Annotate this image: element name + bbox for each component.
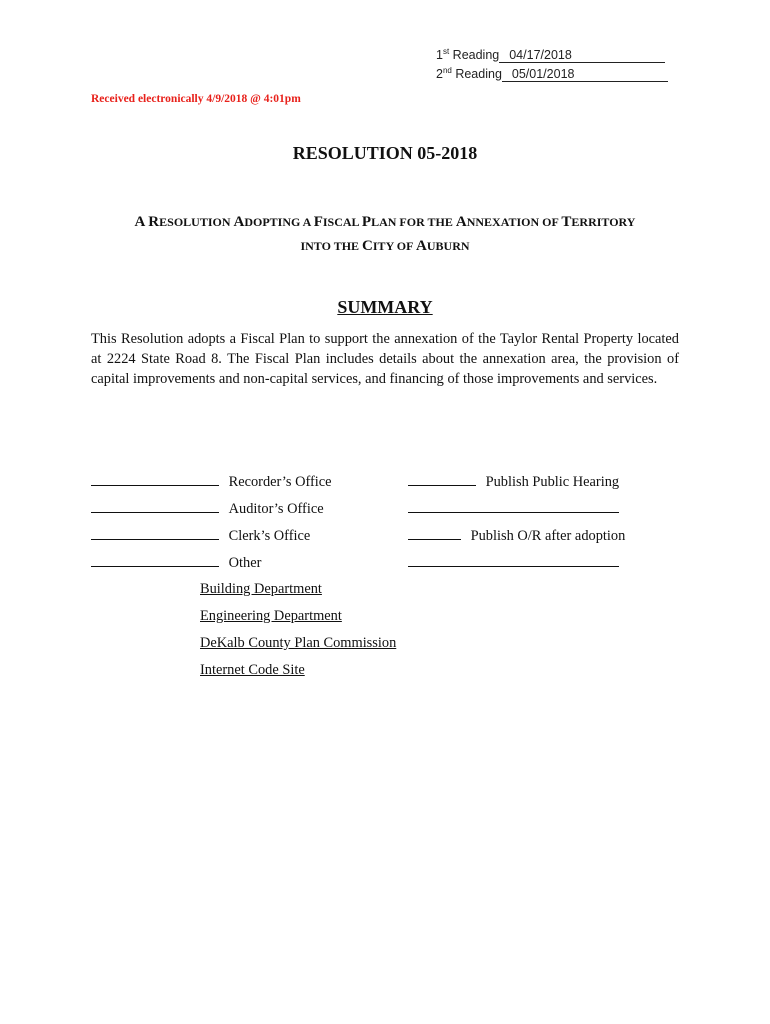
resolution-subtitle <box>60 210 710 258</box>
first-reading-ordinal: 1 <box>436 48 443 62</box>
subtitle-small-caps: NNEXATION OF <box>466 215 562 229</box>
blank-line <box>91 500 219 513</box>
distribution-row-clerk <box>91 527 310 545</box>
subtitle-small-caps: UBURN <box>426 239 470 253</box>
publish-or-label: Publish O/R after adoption <box>470 528 626 544</box>
summary-heading: SUMMARY <box>337 297 433 317</box>
subtitle-initial: T <box>561 214 572 230</box>
subtitle-initial: R <box>148 214 160 230</box>
subtitle-initial: A <box>134 214 149 230</box>
auditors-office-label: Auditor’s Office <box>228 501 324 517</box>
subtitle-initial: C <box>362 238 373 254</box>
subtitle-small-caps: ITY OF <box>372 239 417 253</box>
distribution-row-blank-1 <box>408 500 619 518</box>
blank-line <box>408 554 619 567</box>
distribution-row-blank-2 <box>408 554 619 572</box>
first-reading-label: Reading <box>449 48 500 62</box>
second-reading-suffix: nd <box>442 66 452 75</box>
subtitle-initial: A <box>233 214 245 230</box>
other-label: Other <box>228 555 262 571</box>
recipient-internet-code-site: Internet Code Site <box>200 662 305 678</box>
subtitle-small-caps: ESOLUTION <box>159 215 234 229</box>
second-reading <box>436 65 668 84</box>
distribution-row-other <box>91 554 261 572</box>
subtitle-small-caps: LAN FOR THE <box>371 215 456 229</box>
distribution-row-publish-hearing <box>408 473 619 491</box>
first-reading <box>436 46 668 65</box>
distribution-row-publish-or <box>408 527 625 545</box>
second-reading-ordinal: 2 <box>436 67 443 81</box>
subtitle-small-caps: INTO THE <box>300 239 363 253</box>
recipient-building-department: Building Department <box>200 581 322 597</box>
subtitle-line-1 <box>60 210 710 234</box>
first-reading-suffix: st <box>442 47 450 56</box>
second-reading-label: Reading <box>451 67 502 81</box>
recipient-dekalb-plan-commission: DeKalb County Plan Commission <box>200 635 397 651</box>
blank-line <box>408 500 619 513</box>
subtitle-line-2 <box>60 234 710 258</box>
subtitle-small-caps: DOPTING A <box>244 215 314 229</box>
subtitle-initial: A <box>455 214 467 230</box>
clerks-office-label: Clerk’s Office <box>228 528 311 544</box>
received-note: Received electronically 4/9/2018 @ 4:01pm <box>91 93 301 105</box>
blank-line <box>408 527 461 540</box>
readings-block <box>436 46 668 84</box>
publish-public-hearing-label: Publish Public Hearing <box>485 474 620 490</box>
distribution-row-recorder <box>91 473 332 491</box>
subtitle-small-caps: ISCAL <box>322 215 362 229</box>
first-reading-date: 04/17/2018 <box>499 49 665 63</box>
resolution-title: RESOLUTION 05-2018 <box>292 143 478 163</box>
blank-line <box>91 527 219 540</box>
blank-line <box>91 473 219 486</box>
blank-line <box>91 554 219 567</box>
subtitle-initial: P <box>361 214 372 230</box>
distribution-row-auditor <box>91 500 324 518</box>
recorders-office-label: Recorder’s Office <box>228 474 332 490</box>
subtitle-small-caps: ERRITORY <box>571 215 636 229</box>
blank-line <box>408 473 476 486</box>
second-reading-date: 05/01/2018 <box>502 68 668 82</box>
subtitle-initial: A <box>416 238 427 254</box>
summary-text: This Resolution adopts a Fiscal Plan to support the annexation of the Taylor Rental Property located at 2224 State Road 8. The Fiscal Plan includes details about the annexation area, the provision of capital improvements and non-capital services, and financing of those improvements and services. <box>91 331 679 387</box>
recipient-engineering-department: Engineering Department <box>200 608 342 624</box>
subtitle-initial: F <box>313 214 323 230</box>
